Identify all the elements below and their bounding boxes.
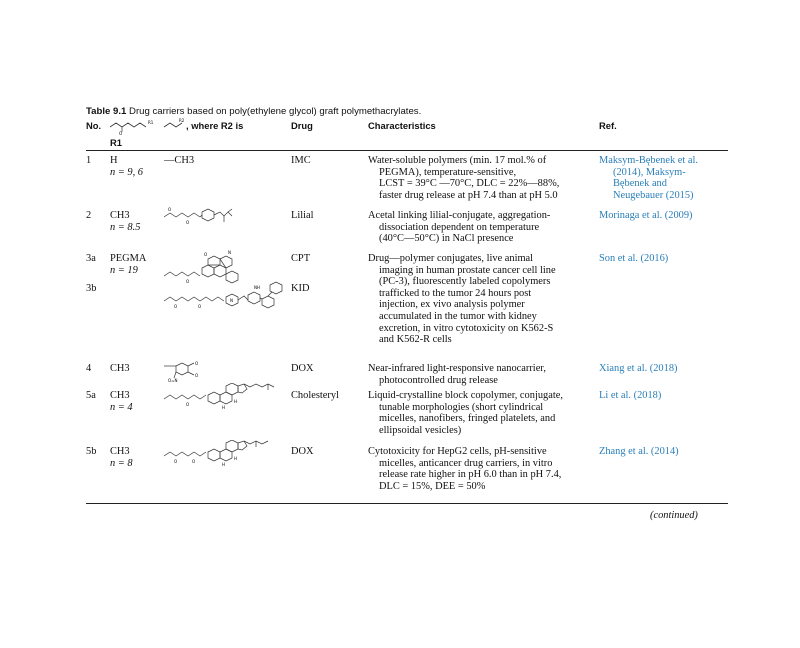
row-1-r1: H xyxy=(110,155,118,166)
row-1-n: n = 9, 6 xyxy=(110,167,143,178)
row-5a-char-line: Liquid-crystalline block copolymer, conjugate, xyxy=(368,390,563,401)
row-2-r1: CH3 xyxy=(110,210,130,221)
row-4-ref[interactable] xyxy=(599,363,677,375)
row-1-no: 1 xyxy=(86,155,92,166)
table-title: Drug carriers based on poly(ethylene glycol) graft polymethacrylates. xyxy=(129,106,422,117)
row-1-char-line: PEGMA), temperature-sensitive, xyxy=(379,166,517,178)
row-5a-no: 5a xyxy=(86,390,96,401)
row-5b-char-line: DLC = 15%, DEE = 50% xyxy=(379,480,486,492)
row-2-n: n = 8.5 xyxy=(110,222,141,233)
row-5a-characteristics xyxy=(368,390,563,436)
continued-note: (continued) xyxy=(650,510,698,521)
row-4-r1: CH3 xyxy=(110,363,130,374)
row-3a-char-line: excretion, in vitro cytotoxicity on K562-S xyxy=(379,322,554,334)
row-5a-r2-structure xyxy=(162,383,286,413)
row-3b-no: 3b xyxy=(86,283,97,294)
row-2-ref-line[interactable]: Morinaga et al. (2009) xyxy=(599,210,693,221)
row-1-ref-line[interactable]: Bębenek and xyxy=(613,178,667,190)
row-2-no: 2 xyxy=(86,210,92,221)
row-3a-char-line: injection, ex vivo analysis polymer xyxy=(379,299,525,311)
row-1-ref-line[interactable]: (2014), Maksym- xyxy=(613,166,686,178)
row-5a-drug: Cholesteryl xyxy=(291,390,339,401)
svg-text:O: O xyxy=(186,220,190,225)
row-3a-char-line: Drug—polymer conjugates, live animal xyxy=(368,253,534,264)
row-3a-characteristics xyxy=(368,253,556,346)
row-5b-char-line: Cytotoxicity for HepG2 cells, pH-sensitive xyxy=(368,446,547,457)
svg-text:N: N xyxy=(230,298,233,303)
svg-text:O=N: O=N xyxy=(168,378,178,383)
svg-text:O: O xyxy=(186,402,190,407)
row-4-no: 4 xyxy=(86,363,92,374)
header-r1-structure xyxy=(108,117,158,135)
row-4-drug: DOX xyxy=(291,363,314,374)
header-drug: Drug xyxy=(291,120,313,131)
header-r1: R1 xyxy=(110,137,122,148)
svg-text:O: O xyxy=(192,459,196,464)
row-3b-r2-structure xyxy=(162,281,286,311)
header-no: No. xyxy=(86,120,102,131)
row-3a-r1: PEGMA xyxy=(110,253,147,264)
table-label: Table 9.1 xyxy=(86,106,127,117)
row-5a-char-line: micelles, nanofibers, fringed platelets, and xyxy=(379,413,556,425)
row-5a-r1: CH3 xyxy=(110,390,130,401)
svg-text:O: O xyxy=(198,304,202,309)
svg-text:O: O xyxy=(168,207,172,212)
row-3a-char-line: and K562-R cells xyxy=(379,334,452,346)
row-5b-ref[interactable] xyxy=(599,446,679,458)
row-1-characteristics xyxy=(368,155,559,201)
row-5b-characteristics xyxy=(368,446,561,492)
svg-text:O: O xyxy=(174,459,178,464)
row-1-char-line: Water-soluble polymers (min. 17 mol.% of xyxy=(368,155,547,166)
svg-text:O: O xyxy=(195,361,199,366)
header-ref: Ref. xyxy=(599,120,617,131)
header-rule xyxy=(86,150,728,151)
row-5a-n: n = 4 xyxy=(110,402,133,413)
svg-text:H: H xyxy=(234,399,238,404)
svg-text:H: H xyxy=(222,462,226,467)
row-1-drug: IMC xyxy=(291,155,311,166)
row-3a-r2-structure xyxy=(162,248,240,284)
row-4-char-line: Near-infrared light-responsive nanocarrier, xyxy=(368,363,546,374)
row-4-characteristics xyxy=(368,363,546,386)
row-5a-char-line: tunable morphologies (short cylindrical xyxy=(379,401,544,413)
row-5b-char-line: release rate higher in pH 6.0 than in pH 7.4, xyxy=(379,469,562,481)
svg-text:O: O xyxy=(186,279,190,284)
svg-text:R2: R2 xyxy=(179,118,185,123)
bottom-rule xyxy=(86,503,728,504)
row-3a-char-line: accumulated in the tumor with kidney xyxy=(379,310,537,322)
header-r2: , where R2 is xyxy=(186,120,244,131)
row-3a-ref[interactable] xyxy=(599,253,668,265)
table-caption xyxy=(86,106,421,117)
row-2-drug: Lilial xyxy=(291,210,314,221)
row-5b-r1: CH3 xyxy=(110,446,130,457)
row-2-char-line: dissociation dependent on temperature xyxy=(379,221,540,233)
row-2-char-line: Acetal linking lilial-conjugate, aggregation- xyxy=(368,210,551,221)
row-5b-drug: DOX xyxy=(291,446,314,457)
row-3a-char-line: imaging in human prostate cancer cell line xyxy=(379,264,556,276)
row-5a-ref[interactable] xyxy=(599,390,661,402)
row-3a-drug: CPT xyxy=(291,253,311,264)
svg-text:O: O xyxy=(174,304,178,309)
row-4-char-line: photocontrolled drug release xyxy=(379,374,498,386)
row-2-char-line: (40°C—50°C) in NaCl presence xyxy=(379,233,514,245)
row-5b-char-line: micelles, anticancer drug carriers, in vitro xyxy=(379,457,553,469)
row-3a-ref-line[interactable]: Son et al. (2016) xyxy=(599,253,669,264)
svg-text:R1: R1 xyxy=(148,120,154,125)
row-5b-n: n = 8 xyxy=(110,458,133,469)
svg-text:H: H xyxy=(222,405,226,410)
svg-text:N: N xyxy=(228,250,231,255)
svg-text:H: H xyxy=(234,456,238,461)
row-1-ref-line[interactable]: Neugebauer (2015) xyxy=(613,189,694,201)
row-4-ref-line[interactable]: Xiang et al. (2018) xyxy=(599,363,678,374)
row-5a-char-line: ellipsoidal vesicles) xyxy=(379,424,462,436)
svg-text:O: O xyxy=(195,373,199,378)
row-1-char-line: LCST = 39°C —70°C, DLC = 22%—88%, xyxy=(379,178,560,190)
row-1-ref[interactable] xyxy=(599,155,698,201)
svg-text:NH: NH xyxy=(254,285,260,290)
row-3a-no: 3a xyxy=(86,253,96,264)
svg-text:O: O xyxy=(119,131,123,135)
row-1-r2: —CH3 xyxy=(164,155,195,166)
header-characteristics: Characteristics xyxy=(368,120,436,131)
header-r2-structure xyxy=(162,117,188,133)
row-2-ref[interactable] xyxy=(599,210,693,222)
row-3a-char-line: (PC-3), fluorescently labeled copolymers xyxy=(379,276,551,288)
row-3a-n: n = 19 xyxy=(110,265,138,276)
row-1-char-line: faster drug release at pH 7.4 than at pH 5.0 xyxy=(379,189,558,201)
row-1-ref-line[interactable]: Maksym-Bębenek et al. xyxy=(599,155,698,166)
row-2-r2-structure xyxy=(162,205,242,227)
svg-text:O: O xyxy=(204,252,208,257)
row-5a-ref-line[interactable]: Li et al. (2018) xyxy=(599,390,662,401)
row-2-characteristics xyxy=(368,210,550,245)
row-5b-r2-structure xyxy=(162,440,286,470)
row-3a-char-line: trafficked to the tumor 24 hours post xyxy=(379,287,532,299)
row-5b-no: 5b xyxy=(86,446,97,457)
row-4-r2-structure xyxy=(162,358,212,386)
row-5b-ref-line[interactable]: Zhang et al. (2014) xyxy=(599,446,679,457)
row-3b-drug: KID xyxy=(291,283,310,294)
